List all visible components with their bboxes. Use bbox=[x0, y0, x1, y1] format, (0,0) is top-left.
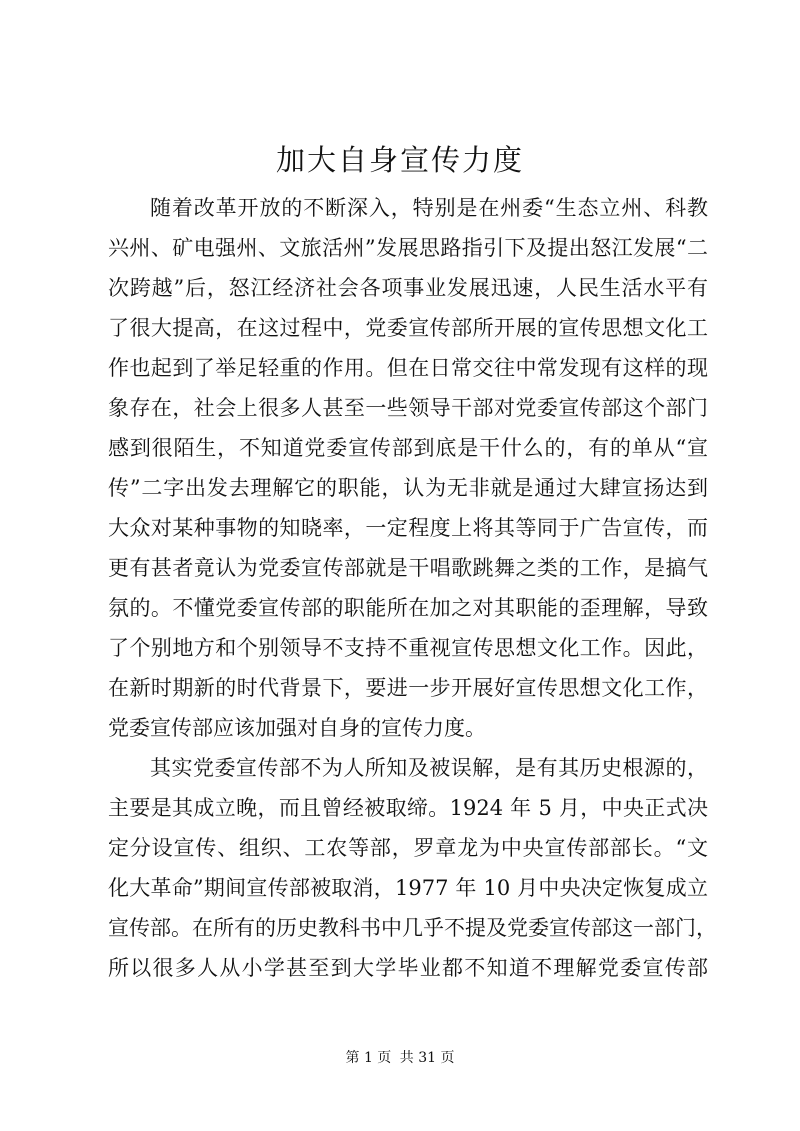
text-line: 感到很陌生，不知道党委宣传部到底是干什么的，有的单从“宣 bbox=[108, 436, 708, 460]
text-line: 大众对某种事物的知晓率，一定程度上将其等同于广告宣传，而 bbox=[108, 516, 708, 540]
page-total: 共 31 页 bbox=[399, 1050, 455, 1066]
text-line: 随着改革开放的不断深入，特别是在州委“生态立州、科教 bbox=[150, 196, 708, 220]
text-line: 传”二字出发去理解它的职能，认为无非就是通过大肆宣扬达到 bbox=[108, 476, 708, 500]
page-footer bbox=[0, 1048, 800, 1068]
text-line: 氛的。不懂党委宣传部的职能所在加之对其职能的歪理解，导致 bbox=[108, 596, 708, 620]
text-line: 定分设宣传、组织、工农等部，罗章龙为中央宣传部部长。“文 bbox=[108, 836, 708, 860]
text-line: 其实党委宣传部不为人所知及被误解，是有其历史根源的， bbox=[150, 756, 708, 780]
text-line: 了个别地方和个别领导不支持不重视宣传思想文化工作。因此， bbox=[108, 636, 708, 660]
text-line: 主要是其成立晚，而且曾经被取缔。1924 年 5 月，中央正式决 bbox=[108, 796, 708, 820]
text-line: 党委宣传部应该加强对自身的宣传力度。 bbox=[108, 716, 486, 740]
text-line: 次跨越”后，怒江经济社会各项事业发展迅速，人民生活水平有 bbox=[108, 276, 708, 300]
text-line: 所以很多人从小学甚至到大学毕业都不知道不理解党委宣传部 bbox=[108, 956, 708, 980]
text-line: 在新时期新的时代背景下，要进一步开展好宣传思想文化工作， bbox=[108, 676, 708, 700]
text-line: 化大革命”期间宣传部被取消，1977 年 10 月中央决定恢复成立 bbox=[108, 876, 708, 900]
text-line: 宣传部。在所有的历史教科书中几乎不提及党委宣传部这一部门， bbox=[108, 916, 717, 940]
document-title: 加大自身宣传力度 bbox=[275, 143, 524, 177]
text-line: 兴州、矿电强州、文旅活州”发展思路指引下及提出怒江发展“二 bbox=[108, 236, 708, 260]
text-line: 更有甚者竟认为党委宣传部就是干唱歌跳舞之类的工作，是搞气 bbox=[108, 556, 708, 580]
text-line: 作也起到了举足轻重的作用。但在日常交往中常发现有这样的现 bbox=[108, 356, 708, 380]
text-line: 了很大提高，在这过程中，党委宣传部所开展的宣传思想文化工 bbox=[108, 316, 708, 340]
page-number: 第 1 页 bbox=[345, 1050, 392, 1066]
text-line: 象存在，社会上很多人甚至一些领导干部对党委宣传部这个部门 bbox=[108, 396, 708, 420]
